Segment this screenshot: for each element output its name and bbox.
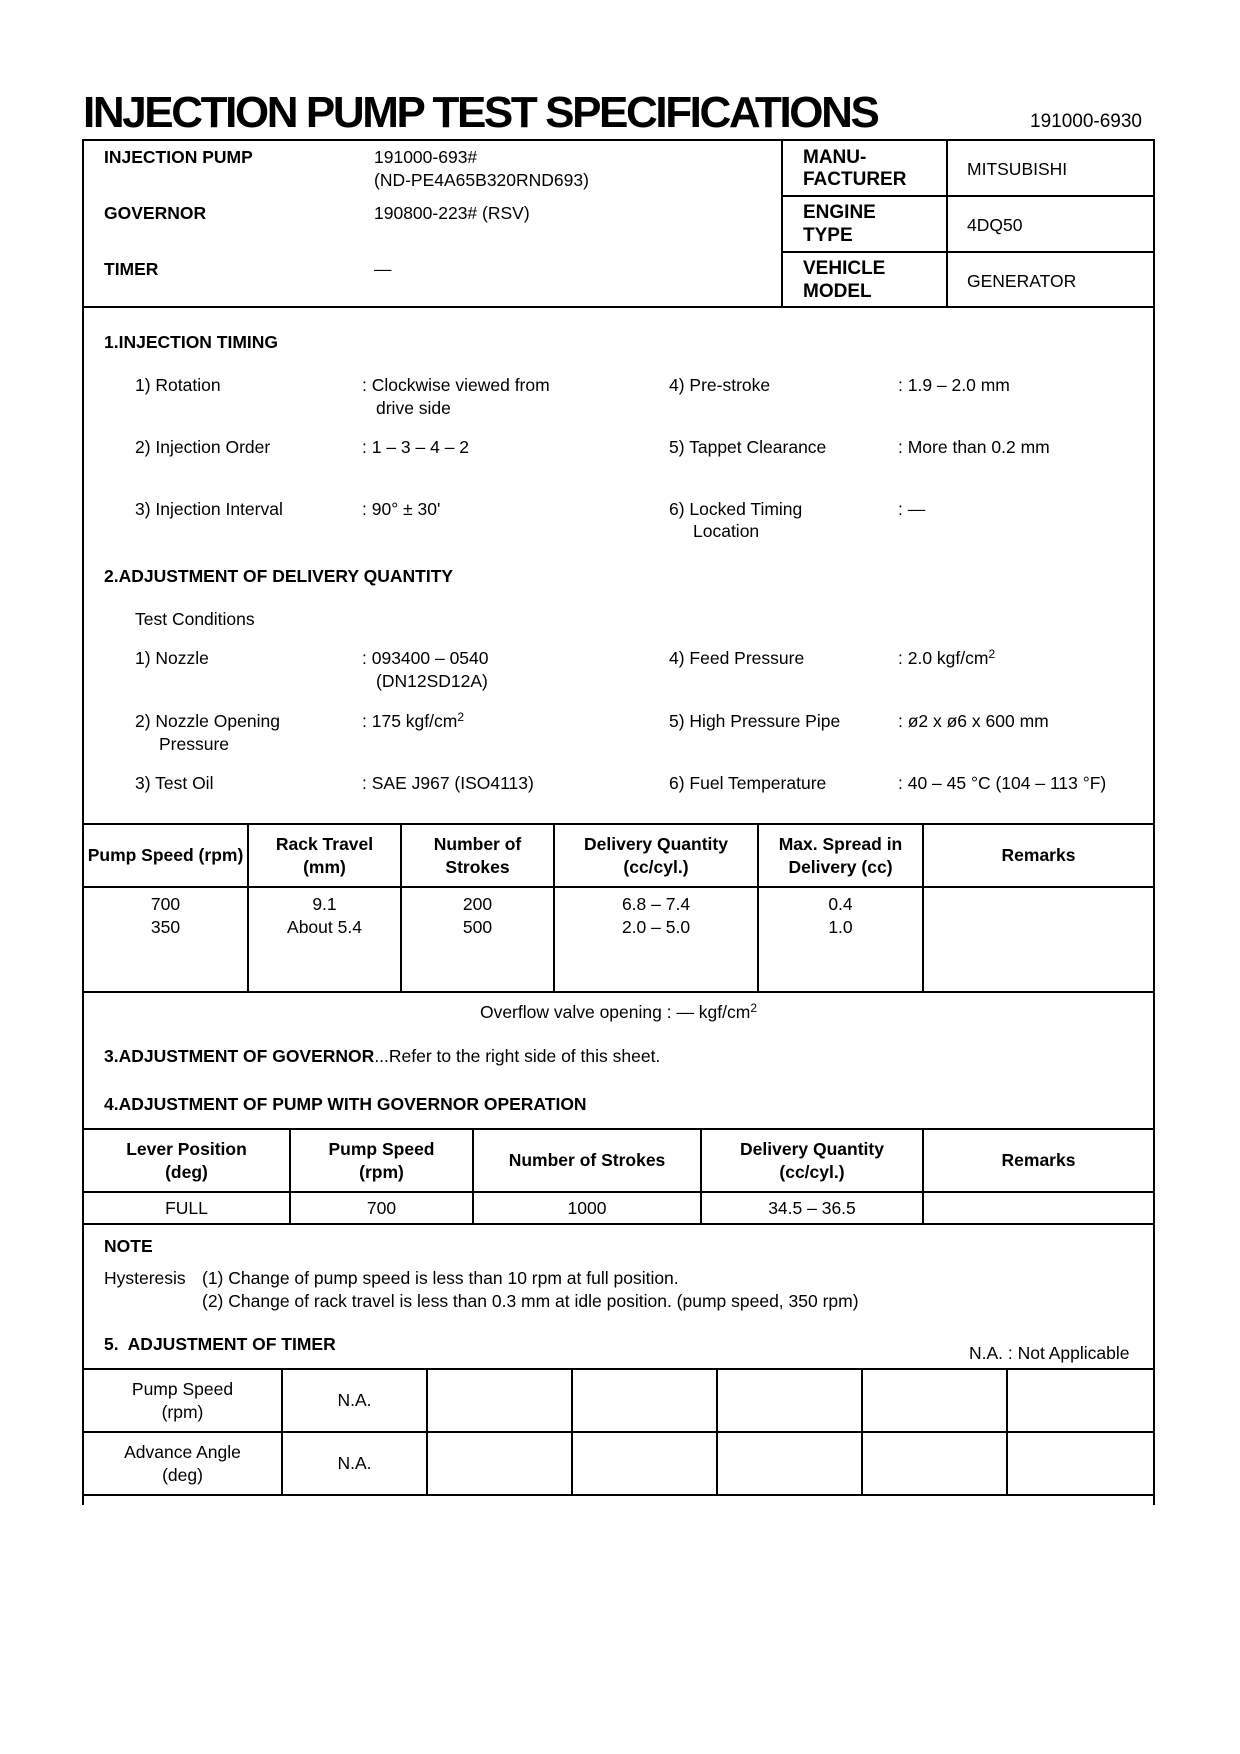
hysteresis-note-2: (2) Change of rack travel is less than 0.3 mm at idle position. (pump speed, 350 rpm) [202,1291,859,1311]
high-pressure-pipe-label: 5) High Pressure Pipe [669,711,841,731]
frame-bottom [82,1494,1155,1496]
fuel-temperature-value: : 40 – 45 °C (104 – 113 °F) [898,773,1107,793]
row-label-advance-angle: Advance Angle (deg) [124,1441,241,1485]
col-header-rack-travel: Rack Travel (mm) [275,833,374,877]
governor-value: 190800-223# (RSV) [374,203,530,223]
section-governor: 3.ADJUSTMENT OF GOVERNOR...Refer to the right side of this sheet. [104,1046,661,1066]
locked-timing-value: : — [898,499,926,519]
col-header-delivery-quantity: Delivery Quantity (cc/cyl.) [584,833,728,877]
col-header-remarks: Remarks [1001,1150,1076,1170]
note-heading: NOTE [104,1236,153,1256]
page-title: INJECTION PUMP TEST SPECIFICATIONS [83,88,878,137]
rotation-label: 1) Rotation [135,375,221,395]
feed-pressure-label: 4) Feed Pressure [669,648,805,668]
table-border [861,1368,863,1496]
manufacturer-value: MITSUBISHI [967,159,1068,179]
injection-pump-value: 191000-693# [374,147,478,167]
table-cell: 700 [150,894,181,914]
col-header-pump-speed: Pump Speed (rpm) [328,1138,435,1182]
vehicle-model-label: VEHICLE [803,258,886,279]
table-cell: 1000 [567,1197,607,1218]
header-divider [946,139,948,307]
engine-type-label: ENGINE [803,202,876,223]
test-oil-label: 3) Test Oil [135,773,214,793]
table-cell: 0.4 [828,894,853,914]
overflow-valve-opening: Overflow valve opening : — kgf/$cm^2$ [479,1001,758,1022]
injection-order-label: 2) Injection Order [135,437,271,457]
section-injection-timing: 1.INJECTION TIMING [104,332,279,352]
table-cell: 500 [462,917,493,937]
table-cell: 200 [462,894,493,914]
manufacturer-label-2: FACTURER [803,169,907,190]
table-cell: 700 [366,1197,397,1218]
injection-interval-label: 3) Injection Interval [135,499,283,519]
table-border [426,1368,428,1496]
section-timer: 5. ADJUSTMENT OF TIMER [104,1334,336,1354]
timer-value: — [374,259,392,279]
row-label-pump-speed: Pump Speed (rpm) [131,1378,234,1422]
table-border [82,991,1155,993]
table-border [82,886,1155,888]
header-divider [781,251,1155,253]
nozzle-label: 1) Nozzle [135,648,209,668]
table-cell: N.A. [337,1390,372,1410]
test-oil-value: : SAE J967 (ISO4113) [362,773,534,793]
fuel-temperature-label: 6) Fuel Temperature [669,773,827,793]
header-bottom [82,306,1155,308]
frame-left [82,139,84,1505]
test-conditions-label: Test Conditions [135,609,255,629]
nozzle-value-2: (DN12SD12A) [376,671,488,691]
nozzle-opening-value: : 175 kgf/$cm^2$ [362,710,465,731]
section-delivery-quantity: 2.ADJUSTMENT OF DELIVERY QUANTITY [104,566,454,586]
nozzle-value: : 093400 – 0540 [362,648,489,668]
col-header-lever-position: Lever Position (deg) [126,1138,247,1182]
injection-order-value: : 1 – 3 – 4 – 2 [362,437,470,457]
injection-interval-value: : 90° ± 30' [362,499,441,519]
injection-pump-model: (ND-PE4A65B320RND693) [374,170,589,190]
table-border [82,1223,1155,1225]
table-cell: 6.8 – 7.4 [621,894,691,914]
col-header-number-of-strokes: Number of Strokes [508,1150,666,1170]
section-pump-governor-operation: 4.ADJUSTMENT OF PUMP WITH GOVERNOR OPERATION [104,1094,587,1114]
feed-pressure-value: : 2.0 kgf/$cm^2$ [898,647,996,668]
document-number: 191000-6930 [1030,111,1142,132]
injection-pump-label: INJECTION PUMP [104,147,253,167]
tappet-clearance-label: 5) Tappet Clearance [669,437,827,457]
engine-type-value: 4DQ50 [967,215,1023,235]
table-cell: 350 [150,917,181,937]
table-cell: 2.0 – 5.0 [621,917,691,937]
col-header-pump-speed: Pump Speed (rpm) [87,845,244,865]
locked-timing-label-2: Location [693,521,760,541]
prestroke-label: 4) Pre-stroke [669,375,771,395]
table-border [1006,1368,1008,1496]
table-border [716,1368,718,1496]
governor-label: GOVERNOR [104,203,207,223]
locked-timing-label: 6) Locked Timing [669,499,803,519]
prestroke-value: : 1.9 – 2.0 mm [898,375,1010,395]
table-cell: 1.0 [828,917,853,937]
header-divider [781,195,1155,197]
rotation-value-2: drive side [376,398,451,418]
table-cell: 34.5 – 36.5 [768,1197,856,1218]
vehicle-model-value: GENERATOR [967,271,1077,291]
header-divider [781,139,783,307]
frame-top [82,139,1155,141]
table-cell: 9.1 [312,894,337,914]
engine-type-label-2: TYPE [803,225,853,246]
nozzle-opening-label-2: Pressure [159,734,230,754]
timer-label: TIMER [104,259,159,279]
vehicle-model-label-2: MODEL [803,281,872,302]
col-header-max-spread: Max. Spread in Delivery (cc) [778,833,903,877]
high-pressure-pipe-value: : ø2 x ø6 x 600 mm [898,711,1049,731]
frame-right [1153,139,1155,1505]
table-border [571,1368,573,1496]
table-cell: N.A. [337,1453,372,1473]
hysteresis-label: Hysteresis [104,1268,186,1288]
col-header-number-of-strokes: Number of Strokes [433,833,522,877]
col-header-remarks: Remarks [1001,845,1076,865]
table-cell: About 5.4 [287,917,362,937]
nozzle-opening-label: 2) Nozzle Opening [135,711,280,731]
col-header-delivery-quantity: Delivery Quantity (cc/cyl.) [740,1138,884,1182]
na-legend: N.A. : Not Applicable [969,1343,1130,1363]
rotation-value: : Clockwise viewed from [362,375,550,395]
hysteresis-note-1: (1) Change of pump speed is less than 10 rpm at full position. [202,1268,679,1288]
table-cell: FULL [165,1197,208,1218]
manufacturer-label: MANU- [803,147,867,168]
tappet-clearance-value: : More than 0.2 mm [898,437,1050,457]
